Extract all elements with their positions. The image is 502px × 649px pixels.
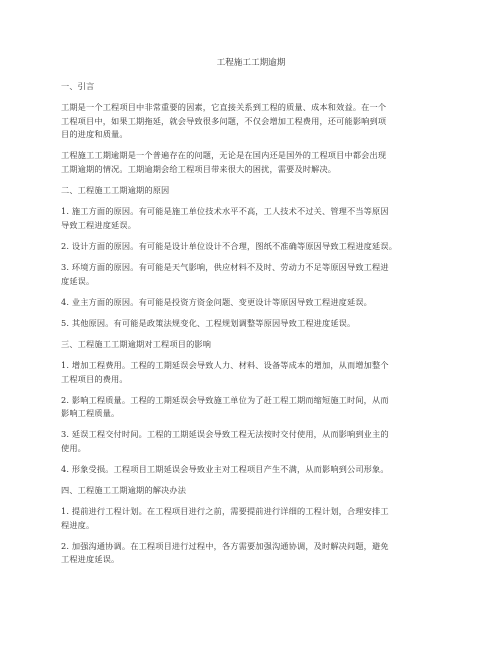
paragraph (61, 428, 441, 455)
text-line: 工期是一个工程项目中非常重要的因素，它直接关系到工程的质量、成本和效益。在一个 (61, 102, 387, 113)
paragraph-gap (61, 94, 441, 102)
text-line: 四、工程施工工期逾期的解决办法 (61, 485, 187, 496)
paragraph-gap (61, 477, 441, 485)
text-line: 1. 施工方面的原因。有可能是施工单位技术水平不高，工人技术不过关、管理不当等原因 (61, 206, 389, 217)
paragraph (61, 540, 441, 567)
paragraph (61, 394, 441, 421)
text-line: 导致工程进度延误。 (61, 219, 137, 230)
paragraph-gap (61, 421, 441, 429)
paragraph (61, 505, 441, 532)
document-title: 工程施工工期逾期 (216, 58, 286, 68)
text-line: 工期逾期的情况。工期逾期会给工程项目带来很大的困扰，需要及时解决。 (61, 163, 337, 174)
paragraph-gap (61, 498, 441, 506)
text-line: 影响工程质量。 (61, 408, 120, 419)
text-line: 使用。 (61, 442, 87, 453)
paragraph-gap (61, 142, 441, 150)
text-line: 度延误。 (61, 275, 95, 286)
paragraph (61, 296, 441, 310)
paragraph-gap (61, 288, 441, 296)
paragraph-gap (61, 232, 441, 240)
text-line: 三、工程施工工期逾期对工程项目的影响 (61, 338, 212, 349)
paragraph-gap (61, 253, 441, 261)
paragraph (61, 101, 441, 142)
paragraph-gap (61, 309, 441, 317)
text-line: 工程项目中，如果工期拖延，就会导致很多问题，不仅会增加工程费用，还可能影响到项 (61, 115, 387, 126)
text-line: 工程进度延误。 (61, 554, 120, 565)
paragraph (61, 463, 441, 477)
paragraph (61, 359, 441, 386)
paragraph-gap (61, 532, 441, 540)
section-heading (61, 80, 441, 94)
text-line: 1. 提前进行工程计划。在工程项目进行之前，需要提前进行详细的工程计划，合理安排工 (61, 506, 389, 517)
text-line: 2. 加强沟通协调。在工程项目进行过程中，各方需要加强沟通协调，及时解决问题，避免 (61, 540, 389, 551)
text-line: 程进度。 (61, 519, 95, 530)
section-heading (61, 484, 441, 498)
text-line: 工程施工工期逾期是一个普遍存在的问题，无论是在国内还是国外的工程项目中都会出现 (61, 150, 387, 161)
paragraph-gap (61, 386, 441, 394)
paragraph-gap (61, 351, 441, 359)
paragraph (61, 149, 441, 176)
text-line: 3. 环境方面的原因。有可能是天气影响，供应材料不及时、劳动力不足等原因导致工程进 (61, 261, 389, 272)
paragraph-gap (61, 177, 441, 185)
text-line: 二、工程施工工期逾期的原因 (61, 185, 170, 196)
document-body (61, 80, 441, 567)
paragraph (61, 240, 441, 254)
text-line: 目的进度和质量。 (61, 129, 128, 140)
section-heading (61, 184, 441, 198)
text-line: 工程项目的费用。 (61, 373, 128, 384)
paragraph-gap (61, 198, 441, 206)
paragraph (61, 317, 441, 331)
text-line: 5. 其他原因。有可能是政策法规变化、工程规划调整等原因导致工程进度延误。 (61, 317, 356, 328)
text-line: 一、引言 (61, 81, 95, 91)
text-line: 2. 影响工程质量。工程的工期延误会导致施工单位为了赶工程工期而缩短施工时间，从而 (61, 394, 389, 405)
paragraph (61, 261, 441, 288)
text-line: 4. 业主方面的原因。有可能是投资方资金问题、变更设计等原因导致工程进度延误。 (61, 296, 373, 307)
text-line: 1. 增加工程费用。工程的工期延误会导致人力、材料、设备等成本的增加，从而增加整个 (61, 359, 389, 370)
text-line: 3. 延误工程交付时间。工程的工期延误会导致工程无法按时交付使用，从而影响到业主的 (61, 429, 389, 440)
text-line: 2. 设计方面的原因。有可能是设计单位设计不合理，图纸不准确等原因导致工程进度延误。 (61, 240, 398, 251)
section-heading (61, 338, 441, 352)
paragraph (61, 205, 441, 232)
text-line: 4. 形象受损。工程项目工期延误会导致业主对工程项目产生不满，从而影响到公司形象。 (61, 463, 389, 474)
paragraph-gap (61, 455, 441, 463)
paragraph-gap (61, 330, 441, 338)
